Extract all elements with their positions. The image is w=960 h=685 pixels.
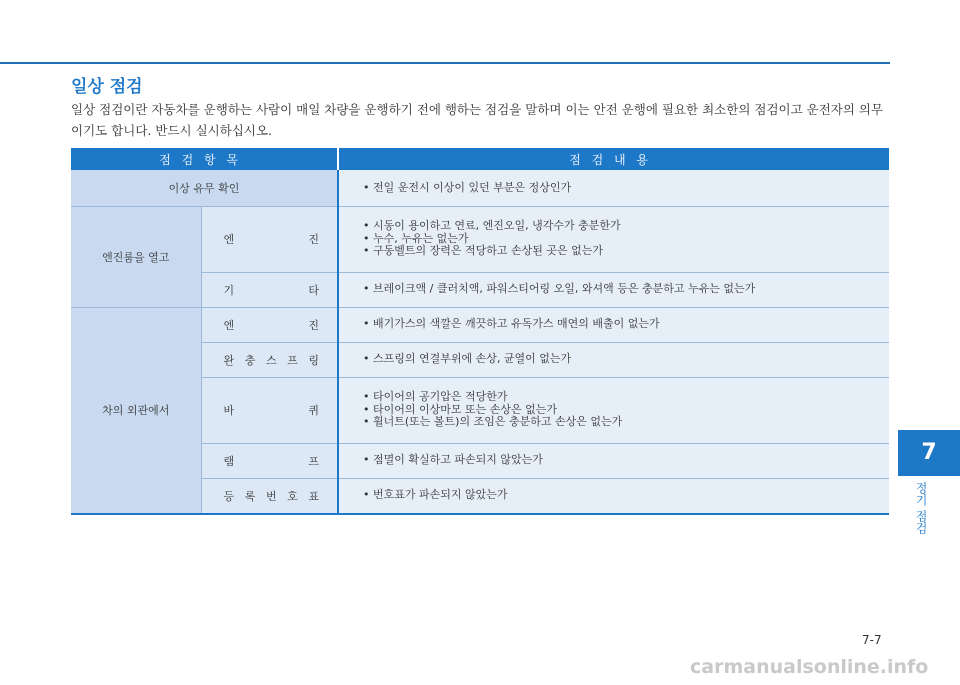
sub-label-char: 등: [223, 489, 235, 503]
group-label-engine-room: 엔진룸을 열고: [71, 206, 201, 307]
table-row: [71, 307, 889, 342]
sub-label-char: 완: [223, 353, 235, 367]
row-content: [338, 377, 889, 443]
list-item: • 타이어의 공기압은 적당한가: [363, 391, 889, 404]
chapter-number: 7: [921, 440, 937, 465]
page-number: 7-7: [862, 633, 882, 647]
chapter-label: 정기 점검: [914, 482, 928, 534]
sub-label-char: 퀴: [308, 404, 320, 417]
sub-label-char: 램: [223, 454, 235, 468]
list-item: • 번호표가 파손되지 않았는가: [363, 489, 889, 502]
sub-label-char: 링: [308, 353, 320, 367]
section-title: 일상 점검: [71, 77, 143, 97]
inspection-table: [71, 148, 889, 514]
sub-label-char: 번: [265, 489, 277, 503]
sub-label-char: 기: [223, 283, 235, 297]
list-item: • 구동벨트의 장력은 적당하고 손상된 곳은 없는가: [363, 245, 889, 258]
list-item: • 점멸이 확실하고 파손되지 않았는가: [363, 454, 889, 467]
list-item: • 휠너트(또는 볼트)의 조임은 충분하고 손상은 없는가: [363, 416, 889, 429]
list-item: • 시동이 용이하고 연료, 엔진오일, 냉각수가 충분한가: [363, 220, 889, 233]
table-header-row: [71, 148, 889, 170]
sub-label-char: 진: [308, 233, 320, 246]
sub-label-char: 충: [244, 353, 256, 367]
row-content: [338, 342, 889, 377]
list-item: • 배기가스의 색깔은 깨끗하고 유독가스 매연의 배출이 없는가: [363, 318, 889, 331]
sub-label-char: 프: [308, 454, 320, 468]
sub-label-char: 진: [308, 318, 320, 332]
list-item: • 타이어의 이상마모 또는 손상은 없는가: [363, 404, 889, 417]
row-content: [338, 272, 889, 307]
list-item: • 브레이크액 / 클러치액, 파워스티어링 오일, 와셔액 등은 충분하고 누유는 없는가: [363, 283, 889, 296]
row-content: [338, 206, 889, 272]
sub-label: [201, 342, 338, 377]
row-content: [338, 443, 889, 478]
row-content: [338, 478, 889, 513]
list-item: • 전일 운전시 이상이 있던 부분은 정상인가: [363, 182, 889, 195]
table-row: [71, 170, 889, 206]
sub-label-char: 프: [287, 353, 298, 367]
row-content: [338, 307, 889, 342]
chapter-tab[interactable]: [898, 430, 960, 476]
sub-label: [201, 443, 338, 478]
sub-label-char: 엔: [223, 318, 235, 332]
sub-label-char: 록: [244, 489, 256, 503]
row-label-general: 이상 유무 확인: [71, 170, 338, 206]
sub-label-char: 바: [223, 404, 235, 417]
sub-label: [201, 478, 338, 513]
header-inspection-item: 점검항목: [71, 148, 338, 170]
list-item: • 누수, 누유는 없는가: [363, 233, 889, 246]
sub-label: [201, 272, 338, 307]
row-content: [338, 170, 889, 206]
sub-label: [201, 206, 338, 272]
header-inspection-content: 점검내용: [338, 148, 889, 170]
sub-label: [201, 307, 338, 342]
intro-paragraph: 일상 점검이란 자동차를 운행하는 사람이 매일 차량을 운행하기 전에 행하는 점검을 말하며 이는 안전 운행에 필요한 최소한의 점검이고 운전자의 의무이기도 합니다. 반드시 실시하십시오.: [71, 102, 884, 138]
watermark: carmanualsonline.info: [690, 656, 929, 678]
group-label-exterior: 차의 외관에서: [71, 307, 201, 513]
table-bottom-rule: [71, 513, 889, 515]
sub-label-char: 엔: [223, 233, 235, 246]
list-item: • 스프링의 연결부위에 손상, 균열이 없는가: [363, 353, 889, 366]
top-rule: [0, 62, 890, 64]
sub-label-char: 스: [265, 353, 277, 367]
sub-label-char: 타: [308, 283, 320, 297]
table-row: [71, 206, 889, 272]
sub-label-char: 호: [287, 489, 298, 503]
sub-label-char: 표: [308, 489, 320, 503]
sub-label: [201, 377, 338, 443]
